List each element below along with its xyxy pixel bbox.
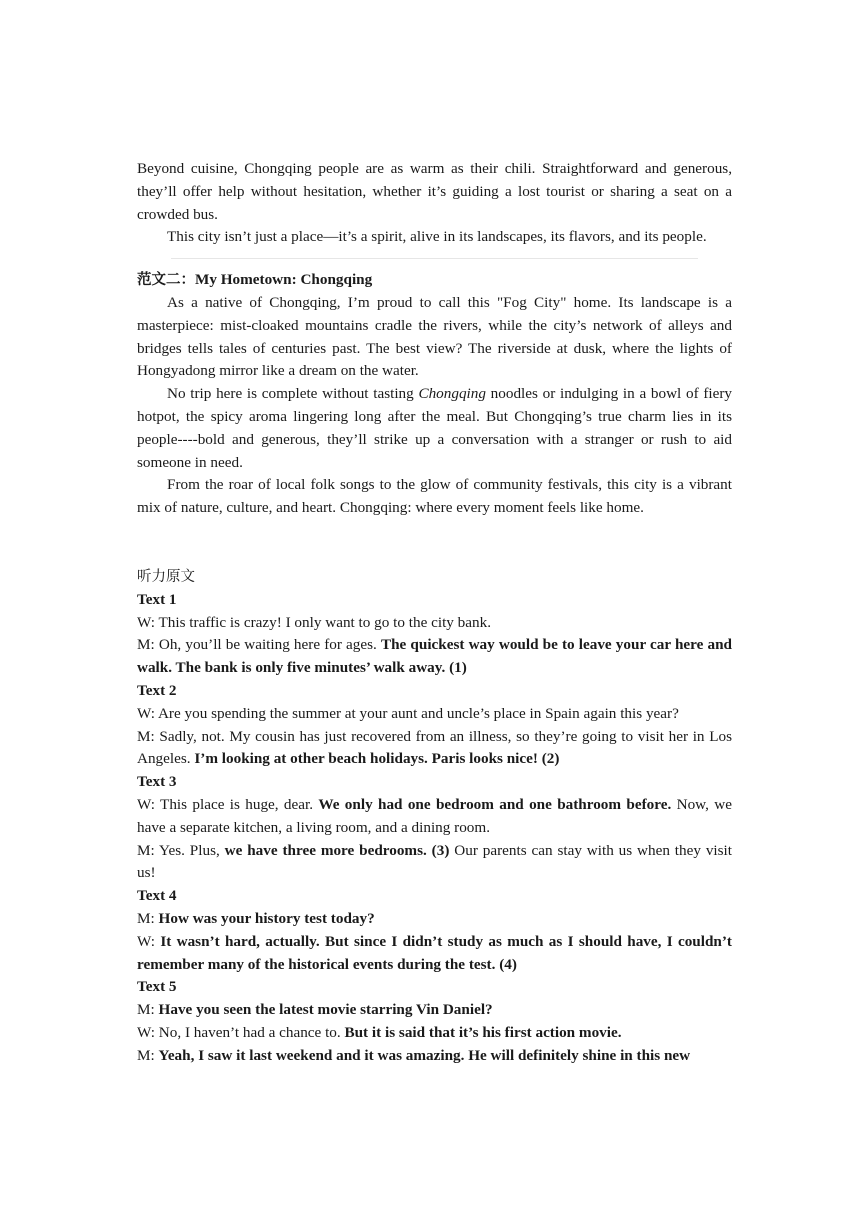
dialogue-key-text: we have three more bedrooms. (3) bbox=[224, 841, 450, 859]
essay2-p2-italic: Chongqing bbox=[418, 385, 486, 403]
essay2-paragraph-3: From the roar of local folk songs to the glow of community festivals, this city is a vibrant mix of nature, culture, and heart. Chongqing: where every moment feels like home. bbox=[137, 476, 732, 517]
dialogue-key-text: It wasn’t hard, actually. But since I didn’t study as much as I should have, I couldn’t remember many of the historical events during the test. (4) bbox=[137, 932, 732, 973]
dialogue-key-text: Have you seen the latest movie starring Vin Daniel? bbox=[158, 1001, 493, 1019]
dialogue-plain-text-after: Now, we have a separate kitchen, a living room, and a dining room. bbox=[137, 795, 732, 836]
transcript-text-label: Text 5 bbox=[137, 978, 177, 996]
dialogue-plain-text: M: bbox=[137, 909, 159, 927]
essay2-heading bbox=[137, 269, 732, 292]
section-gap bbox=[137, 520, 732, 566]
essay2-paragraph-1: As a native of Chongqing, I’m proud to call this "Fog City" home. Its landscape is a masterpiece: mist-cloaked mountains cradle the rivers, while the city’s network of alleys and bridges tells tales of centuries past. The best view? The riverside at dusk, where the lights of Hongyadong mirror like a dream on the water. bbox=[137, 293, 732, 380]
dialogue-line bbox=[137, 726, 732, 772]
transcript-text-label: Text 2 bbox=[137, 681, 177, 699]
dialogue-plain-text: M: bbox=[137, 1001, 159, 1019]
essay2-heading-en: My Hometown: Chongqing bbox=[195, 271, 373, 289]
dialogue-line bbox=[137, 1045, 732, 1068]
document-page bbox=[137, 158, 732, 1067]
dialogue-plain-text: W: No, I haven’t had a chance to. bbox=[137, 1023, 345, 1041]
dialogue-key-text: We only had one bedroom and one bathroom before. bbox=[318, 795, 672, 813]
transcript-body bbox=[137, 589, 732, 1068]
dialogue-line bbox=[137, 1022, 732, 1045]
dialogue-line bbox=[137, 931, 732, 977]
dialogue-key-text: The quickest way would be to leave your car here and walk. The bank is only five minutes’ walk away. (1) bbox=[137, 636, 732, 677]
essay2-p2-text-b: noodles or indulging in a bowl of fiery hotpot, the spicy aroma lingering long after the meal. But Chongqing’s true charm lies in its people----bold and generous, they’ll strike up a conversation with a stranger or rush to aid someone in need. bbox=[137, 385, 733, 471]
dialogue-key-text: I’m looking at other beach holidays. Paris looks nice! (2) bbox=[194, 750, 560, 768]
dialogue-plain-text: W: Are you spending the summer at your aunt and uncle’s place in Spain again this year? bbox=[137, 704, 679, 722]
dialogue-plain-text: W: This traffic is crazy! I only want to go to the city bank. bbox=[137, 613, 491, 631]
dialogue-key-text: But it is said that it’s his first action movie. bbox=[344, 1023, 622, 1041]
dialogue-key-text: How was your history test today? bbox=[158, 909, 375, 927]
transcript-text-label: Text 3 bbox=[137, 773, 177, 791]
transcript-text-label: Text 1 bbox=[137, 590, 177, 608]
dialogue-plain-text: M: bbox=[137, 1046, 159, 1064]
dialogue-plain-text: M: Sadly, not. My cousin has just recovered from an illness, so they’re going to visit her in Los Angeles. bbox=[137, 727, 732, 768]
dialogue-plain-text: M: Oh, you’ll be waiting here for ages. bbox=[137, 636, 381, 654]
dialogue-plain-text: W: bbox=[137, 932, 161, 950]
transcript-title-text: 听力原文 bbox=[137, 568, 195, 585]
dialogue-line bbox=[137, 840, 732, 886]
dialogue-line bbox=[137, 634, 732, 680]
dialogue-plain-text: M: Yes. Plus, bbox=[137, 841, 225, 859]
dialogue-line bbox=[137, 999, 732, 1022]
transcript-title bbox=[137, 566, 732, 589]
dialogue-line bbox=[137, 794, 732, 840]
dialogue-plain-text: W: This place is huge, dear. bbox=[137, 795, 319, 813]
dialogue-line bbox=[137, 612, 732, 635]
dialogue-line bbox=[137, 908, 732, 931]
essay1-paragraph-1: Beyond cuisine, Chongqing people are as warm as their chili. Straightforward and generous, they’ll offer help without hesitation, whether it’s guiding a lost tourist or sharing a seat on a crowded bus. bbox=[137, 160, 732, 223]
dialogue-plain-text-after: Our parents can stay with us when they visit us! bbox=[137, 841, 732, 882]
essay2-p2-text-a: No trip here is complete without tasting bbox=[167, 385, 419, 403]
essay2-heading-cn: 范文二： bbox=[137, 272, 195, 289]
transcript-text-label: Text 4 bbox=[137, 887, 177, 905]
essay1-paragraph-2: This city isn’t just a place—it’s a spirit, alive in its landscapes, its flavors, and its people. bbox=[167, 228, 707, 246]
dialogue-key-text: Yeah, I saw it last weekend and it was amazing. He will definitely shine in this new bbox=[158, 1046, 691, 1064]
dialogue-line bbox=[137, 703, 732, 726]
essay2-paragraph-2 bbox=[137, 383, 732, 474]
section-divider bbox=[171, 258, 698, 259]
